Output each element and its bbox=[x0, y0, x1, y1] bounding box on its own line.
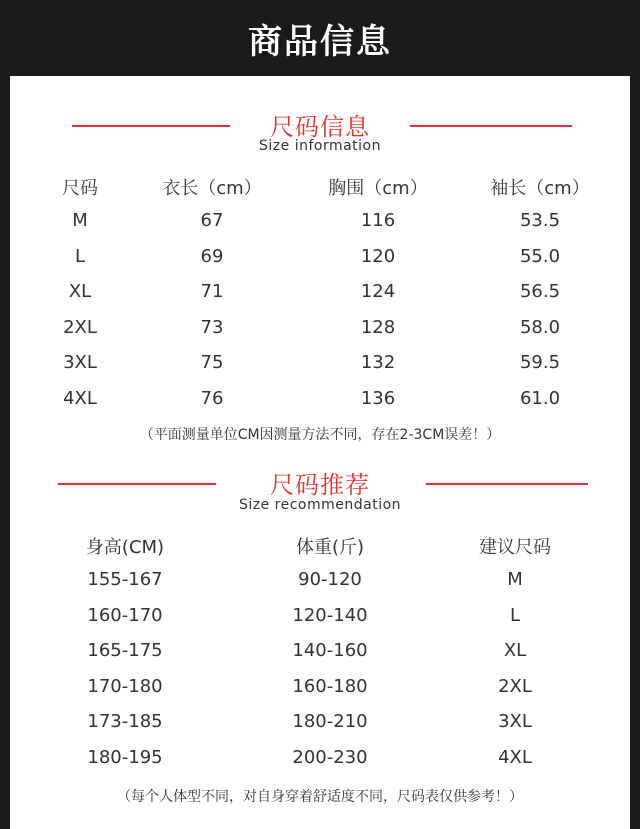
table-cell: 3XL bbox=[63, 352, 97, 373]
table-cell: M bbox=[507, 569, 523, 590]
table-cell: M bbox=[72, 210, 88, 231]
size-info-title: 尺码信息 bbox=[270, 113, 370, 141]
size-info-subtitle: Size information bbox=[259, 138, 381, 154]
page-title: 商品信息 bbox=[0, 0, 640, 76]
table-header: 尺码 bbox=[62, 178, 98, 199]
table-cell: 173-185 bbox=[87, 711, 163, 732]
table-cell: 56.5 bbox=[519, 281, 561, 302]
table-cell: 73 bbox=[200, 316, 224, 338]
table-header: 身高(CM) bbox=[85, 537, 165, 558]
table-cell: 200-230 bbox=[292, 746, 368, 768]
table-header: 体重(斤) bbox=[295, 537, 365, 558]
table-header: 袖长（cm） bbox=[490, 178, 590, 199]
table-cell: 116 bbox=[360, 210, 396, 231]
table-cell: 3XL bbox=[498, 711, 532, 732]
table-cell: 69 bbox=[200, 245, 224, 267]
table-header: 胸围（cm） bbox=[328, 178, 428, 199]
table-cell: 180-210 bbox=[292, 711, 368, 732]
table-cell: 59.5 bbox=[519, 352, 561, 373]
table-cell: 160-180 bbox=[292, 675, 368, 697]
table-cell: 170-180 bbox=[87, 675, 163, 697]
table-cell: 124 bbox=[360, 281, 396, 302]
table-cell: 4XL bbox=[498, 746, 532, 768]
table-cell: 90-120 bbox=[298, 569, 362, 590]
table-cell: L bbox=[509, 604, 521, 626]
table-cell: 136 bbox=[360, 387, 396, 409]
table-header: 衣长（cm） bbox=[162, 178, 262, 199]
table-cell: 180-195 bbox=[87, 746, 163, 768]
table-cell: 76 bbox=[200, 387, 224, 409]
table-cell: 67 bbox=[200, 210, 224, 231]
table-cell: XL bbox=[503, 640, 527, 661]
table-cell: 55.0 bbox=[519, 245, 561, 267]
table-cell: 58.0 bbox=[519, 316, 561, 338]
size-rec-subtitle: Size recommendation bbox=[238, 497, 402, 513]
table-cell: 53.5 bbox=[519, 210, 561, 231]
table-cell: 71 bbox=[200, 281, 224, 302]
table-cell: 160-170 bbox=[87, 604, 163, 626]
table-cell: 2XL bbox=[498, 675, 532, 697]
table-cell: 155-167 bbox=[87, 569, 163, 590]
table-cell: 75 bbox=[200, 352, 224, 373]
table-cell: 165-175 bbox=[87, 640, 163, 661]
table-cell: XL bbox=[68, 281, 92, 302]
table-cell: 61.0 bbox=[519, 387, 561, 409]
table-cell: 140-160 bbox=[292, 640, 368, 661]
table-header: 建议尺码 bbox=[479, 537, 551, 558]
table-cell: 128 bbox=[360, 316, 396, 338]
table-cell: 132 bbox=[360, 352, 396, 373]
size-rec-note: （每个人体型不同，对自身穿着舒适度不同，尺码表仅供参考！） bbox=[117, 789, 523, 805]
table-cell: 120-140 bbox=[292, 604, 368, 626]
table-cell: 2XL bbox=[63, 316, 97, 338]
size-info-note: （平面测量单位CM因测量方法不同，存在2-3CM误差！） bbox=[139, 427, 501, 443]
table-cell: 120 bbox=[360, 245, 396, 267]
size-rec-title: 尺码推荐 bbox=[270, 471, 370, 499]
table-cell: 4XL bbox=[63, 387, 97, 409]
table-cell: L bbox=[74, 245, 86, 267]
